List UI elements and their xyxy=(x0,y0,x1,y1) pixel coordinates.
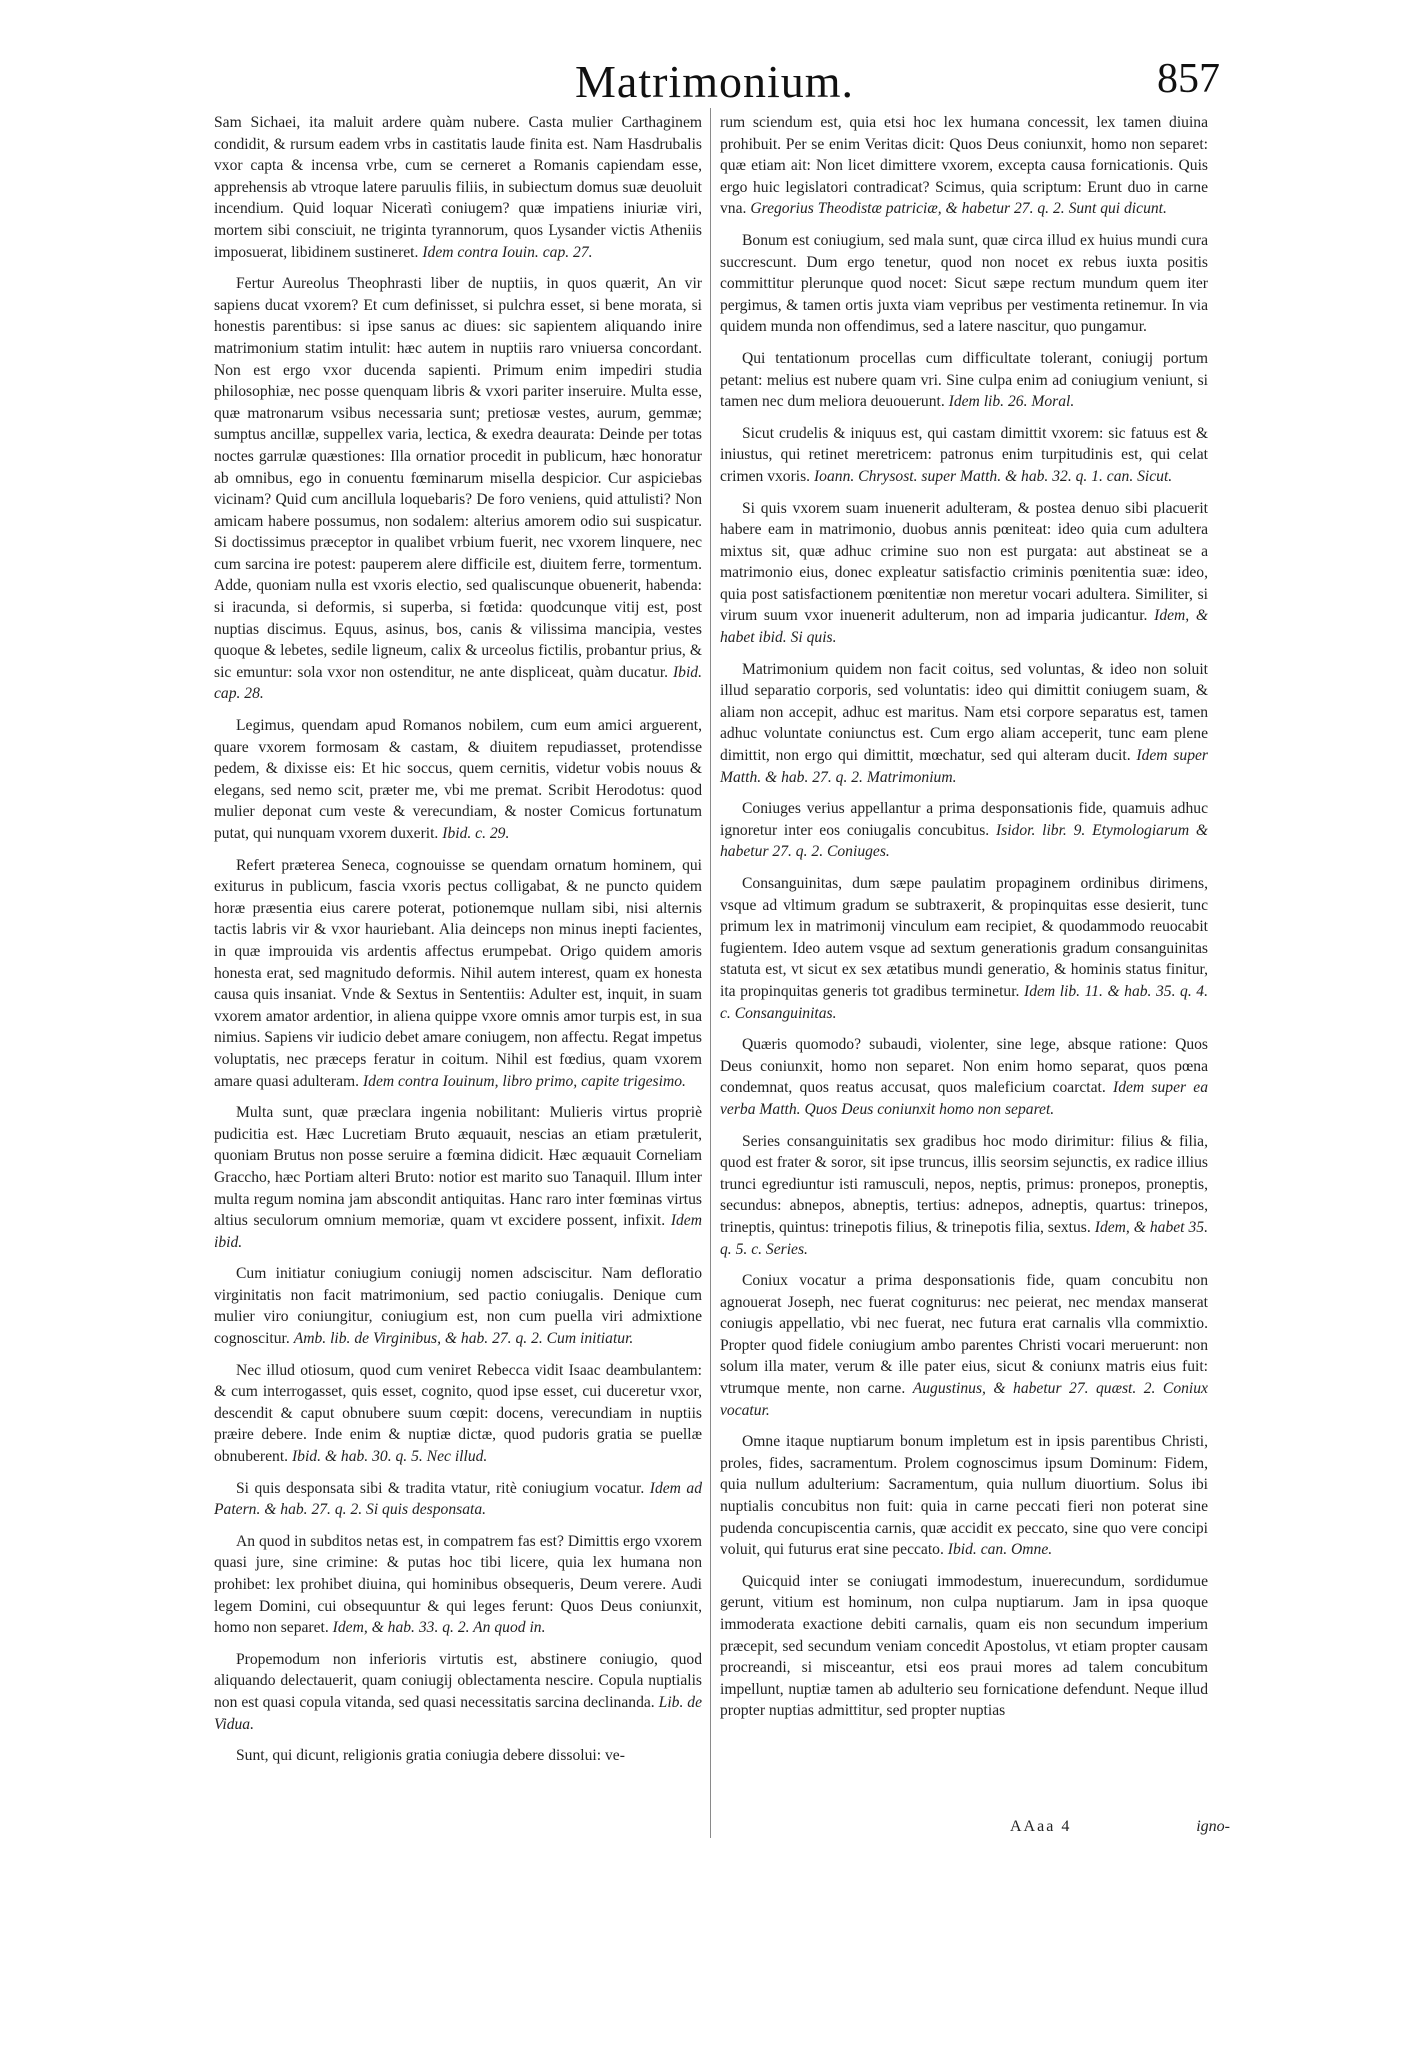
paragraph xyxy=(720,659,1208,789)
source-citation: Ibid. can. Omne. xyxy=(947,1541,1053,1559)
source-citation: Ibid. cap. 28. xyxy=(214,663,703,703)
paragraph-text: Consanguinitas, dum sæpe paulatim propaginem ordinibus dirimens, vsque ad vltimum gradum se subtraxerit, & propinquitas esse desierit, tunc primum lex in matrimonij vinculum eam recipiet, & quodammodo reuocabit fugientem. Ideo autem vsque ad sextum generationis gradum consanguinitas statuta est, vt sicut ex sex ætatibus mundi generatio, & hominis status finitur, ita propinquitas generis tot gradibus terminetur. xyxy=(720,875,1208,1000)
source-citation: Ioann. Chrysost. super Matth. & hab. 32. q. 1. can. Sicut. xyxy=(813,467,1173,485)
left-column xyxy=(214,112,702,1770)
paragraph-text: Coniuges verius appellantur a prima desponsationis fide, quamuis adhuc ignoretur inter eos coniugalis concubitus. xyxy=(720,800,1208,839)
paragraph-text: Matrimonium quidem non facit coitus, sed voluntas, & ideo non soluit illud separatio corporis, sed voluntatis: ideo qui dimittit coniugem suam, & aliam non accepit, adhuc est maritus. Nam etsi corpore separatus est, tamen adhuc voluntate coniunctus est. Cum ergo aliam acceperit, tunc eam plene dimittit, non ergo qui dimittit, mœchatur, sed qui alteram ducit. xyxy=(720,660,1208,765)
paragraph xyxy=(214,715,702,845)
source-citation: Ibid. & hab. 30. q. 5. Nec illud. xyxy=(291,1448,488,1466)
paragraph xyxy=(720,1131,1208,1261)
paragraph xyxy=(214,273,702,705)
running-title: Matrimonium. xyxy=(575,56,855,107)
paragraph xyxy=(214,1649,702,1735)
source-citation: Amb. lib. de Virginibus, & hab. 27. q. 2. Cum initiatur. xyxy=(293,1330,634,1348)
source-citation: Idem ibid. xyxy=(214,1212,702,1251)
paragraph xyxy=(214,1745,702,1767)
source-citation: Idem, & habet ibid. Si quis. xyxy=(720,607,1208,647)
paragraph-text: Sam Sichaei, ita maluit ardere quàm nubere. Casta mulier Carthaginem condidit, & rursum eadem vrbs in castitatis laude finita est. Nam Hasdrubalis vxor capta & incensa vrbe, cum se cerneret a Romanis capiendam esse, apprehensis ab vtroque latere paruulis filiis, in subiectum domus suæ deuoluit incendium. Quid loquar Niceratì coniugem? quæ impatiens iniuriæ viri, mortem sibi consciuit, ne triginta tyrannorum, quos Lysander victis Atheniis imposuerat, libidinem sustineret. xyxy=(214,114,702,261)
paragraph xyxy=(214,1531,702,1639)
paragraph xyxy=(214,1263,702,1349)
paragraph-text: Coniux vocatur a prima desponsationis fide, quam concubitu non agnouerat Joseph, nec fuerat cogniturus: nec peierat, nec mendax manserat coniugis appellatio, vbi nec fuerat, nec futura erat carnalis vlla commixtio. Propter quod fidele coniugium ambo parentes Christi vocari meruerunt: non solum illa mater, verum & ille pater eius, sicut & coniunx matris eius fuit: vtrumque mente, non carne. xyxy=(720,1272,1208,1398)
source-citation: Idem lib. 11. & hab. 35. q. 4. c. Consanguinitas. xyxy=(720,982,1208,1022)
paragraph-text: Qui tentationum procellas cum difficultate tolerant, coniugij portum petant: melius est nubere quam vri. Sine culpa enim ad coniugium veniunt, si tamen nec dum meliora deuouerunt. xyxy=(720,349,1208,411)
paragraph-text: An quod in subditos netas est, in compatrem fas est? Dimittis ergo vxorem quasi jure, sine crimine: & putas hoc tibi licere, quia lex humana non prohibet: lex prohibet diuina, qui hominibus obsequeris, Deum verere. Audi legem Domini, cui obsequuntur & qui leges ferunt: Quos Deus coniunxit, homo non separet. xyxy=(214,1532,702,1637)
paragraph xyxy=(720,230,1208,338)
column-divider xyxy=(710,108,711,1838)
paragraph xyxy=(214,1102,702,1253)
page-number: 857 xyxy=(1157,56,1220,102)
paragraph-text: Nec illud otiosum, quod cum veniret Rebecca vidit Isaac deambulantem: & cum interrogasset, quis esset, cognito, quod ipse esset, cui duceretur vxor, descendit & caput obnubere suum cœpit: docens, verecundiam in nuptiis præire debere. Inde enim & nuptiæ dictæ, quod pudoris gratia se puellæ obnuberent. xyxy=(214,1361,702,1466)
paragraph xyxy=(720,873,1208,1024)
paragraph xyxy=(720,1571,1208,1722)
paragraph xyxy=(720,112,1208,220)
source-citation: Idem lib. 26. Moral. xyxy=(948,393,1075,411)
paragraph xyxy=(720,1431,1208,1561)
paragraph-text: Quicquid inter se coniugati immodestum, inuerecundum, sordidumue gerunt, vitium est hominum, non culpa nuptiarum. Jam in ipsa quoque immoderata exactione debiti carnalis, quam eis non secundum imperium præcepit, sed secundum veniam concedit Apostolus, vt etiam propter causam procreandi, si misceantur, etsi eos praui mores ad talem concubitum impellunt, nuptiæ tamen ab adulterio seu fornicatione defendunt. Neque illud propter nuptias admittitur, sed propter nuptias xyxy=(720,1572,1208,1720)
paragraph xyxy=(720,423,1208,488)
page-header xyxy=(210,55,1220,115)
paragraph-text: Si quis vxorem suam inuenerit adulteram, & postea denuo sibi placuerit habere eam in matrimonio, duobus annis pœniteat: ideo quia cum adultera mixtus sit, quæ adhuc crimine suo non est purgata: aut abstineat se a matrimonio eius, donec expleatur satisfactio criminis pœnitentia suæ: ideo, quia post satisfactionem pœnitentiæ non meretur vocari adultera. Similiter, si virum suum vxor inuenerit adulterum, non ad imparia judicantur. xyxy=(720,499,1208,625)
paragraph-text: Propemodum non inferioris virtutis est, abstinere coniugio, quod aliquando delectauerit, quam coniugij oblectamenta nescire. Copula nuptialis non est quasi copula vitanda, sed quasi necessitatis sarcina declinanda. xyxy=(214,1650,702,1711)
paragraph xyxy=(720,1034,1208,1120)
paragraph xyxy=(214,112,702,263)
paragraph xyxy=(720,798,1208,863)
page-footer xyxy=(1010,1818,1230,1842)
paragraph-text: rum sciendum est, quia etsi hoc lex humana concessit, lex tamen diuina prohibuit. Per se enim Veritas dicit: Quos Deus coniunxit, homo non separet: quæ etiam ait: Non licet dimittere vxorem, excepta causa fornicationis. Quis ergo huic legislatori contradicat? Scimus, quia scriptum: Erunt duo in carne vna. xyxy=(720,114,1208,218)
paragraph-text: Legimus, quendam apud Romanos nobilem, cum eum amici arguerent, quare vxorem formosam & castam, & diuitem repudiasset, protendisse pedem, & dixisse eis: Et hic soccus, quem cernitis, videtur vobis nouus & elegans, sed nemo scit, præter me, vbi me premat. Scribit Herodotus: quod mulier deponat cum veste & verecundiam, & noster Comicus fortunatum putat, qui nunquam vxorem duxerit. xyxy=(214,717,702,842)
source-citation: Idem contra Iouin. cap. 27. xyxy=(422,243,593,261)
paragraph-text: Quæris quomodo? subaudi, violenter, sine lege, absque ratione: Quos Deus coniunxit, homo non separet. Non enim homo separat, quos pœna condemnat, quos reatus accusat, quos maleficium coarctat. xyxy=(720,1036,1208,1097)
paragraph xyxy=(214,1478,702,1521)
paragraph xyxy=(720,348,1208,413)
paragraph xyxy=(720,498,1208,649)
paragraph-text: Refert præterea Seneca, cognouisse se quendam ornatum hominem, qui exiturus in publicum, fascia vxoris pectus colligabat, & ne puncto quidem horæ præsentia eius carere poterat, potionemque nullam sibi, nisi alternis tactis labris vir & vxor hauriebant. Alia deinceps non minus inepti facientes, in quæ improuida vis ardentis affectus erumpebat. Origo quidem amoris honesta erat, sed magnitudo deformis. Nihil autem interest, quam ex honesta causa quis insaniat. Vnde & Sextus in Sententiis: Adulter est, inquit, in suam vxorem amator ardentior, in aliena quippe vxore omnis amor turpis est, in sua nimius. Sapiens vir iudicio debet amare coniugem, non affectu. Regat impetus voluptatis, nec præceps feratur in coitum. Nihil est fœdius, quam vxorem amare quasi adulteram. xyxy=(214,856,702,1090)
right-column xyxy=(720,112,1208,1725)
paragraph-text: Multa sunt, quæ præclara ingenia nobilitant: Mulieris virtus propriè pudicitia est. Hæc Lucretiam Bruto æquauit, nescias an etiam prætulerit, quoniam Brutus non posse seruire a fœmina didicit. Hæc æquauit Corneliam Graccho, hæc Portiam alteri Bruto: notior est marito suo Tanaquil. Illum inter multa regum nomina jam abscondit antiquitas. Hanc raro inter fœminas virtus altius seculorum omnium memoriæ, quam vt excidere possent, infixit. xyxy=(214,1104,702,1230)
source-citation: Idem super ea verba Matth. Quos Deus coniunxit homo non separet. xyxy=(720,1079,1208,1118)
source-citation: Lib. de Vidua. xyxy=(214,1693,702,1733)
signature-mark: AAaa 4 xyxy=(1010,1818,1072,1835)
paragraph xyxy=(214,1360,702,1468)
paragraph-text: Omne itaque nuptiarum bonum impletum est in ipsis parentibus Christi, proles, fides, sacramentum. Prolem cognoscimus ipsum Dominum: Fidem, quia nullum adulterium: Sacramentum, quia nullum diuortium. Solus ibi nuptialis concubitus non fuit: quia in carne peccati fieri non poterat sine pudenda concupiscentia carnis, quæ accidit ex peccato, sine quo vere concipi voluit, qui futurus erat sine peccato. xyxy=(720,1433,1208,1559)
paragraph-text: Sunt, qui dicunt, religionis gratia coniugia debere dissolui: ve- xyxy=(236,1747,625,1765)
source-citation: Idem super Matth. & hab. 27. q. 2. Matrimonium. xyxy=(720,747,1208,786)
paragraph-text: Series consanguinitatis sex gradibus hoc modo dirimitur: filius & filia, quod est frater & soror, sit ipse truncus, illis seorsim sejunctis, ex radice illius trunci egrediuntur isti ramusculi, nepos, neptis, primus: pronepos, proneptis, secundus: abnepos, abneptis, tertius: adnepos, adneptis, quartus: trinepos, trineptis, quintus: trinepotis filius, & trinepotis filia, sextus. xyxy=(720,1132,1208,1236)
source-citation: Gregorius Theodistæ patriciæ, & habetur 27. q. 2. Sunt qui dicunt. xyxy=(750,200,1167,218)
source-citation: Idem, & hab. 33. q. 2. An quod in. xyxy=(332,1619,546,1637)
paragraph-text: Fertur Aureolus Theophrasti liber de nuptiis, in quos quærit, An vir sapiens ducat vxorem? Et cum definisset, si pulchra esset, si bene morata, si honestis parentibus: si ipse sanus ac diues: sic sapientem aliquando inire matrimonium statim intulit: hæc autem in nuptiis raro vniuersa concordant. Non est ergo vxor ducenda sapienti. Primum enim impediri studia philosophiæ, nec posse quenquam libris & vxori pariter inseruire. Multa esse, quæ matronarum vsibus necessaria sunt; pretiosæ vestes, aurum, gemmæ; sumptus ancillæ, suppellex varia, lectica, & exedra deaurata: Deinde per totas noctes garrulæ quæstiones: Illa ornatior procedit in publicum, hæc honoratur ab omnibus, ego in conuentu fœminarum misella despicior. Cur aspiciebas vicinam? Quid cum ancillula loquebaris? De foro veniens, quid attulisti? Non amicam habere possumus, non sodalem: alterius amorem odio sui suspicatur. Si doctissimus præceptor in qualibet vrbium fuerit, nec vxorem linquere, nec cum sarcina ire potest: pauperem alere difficile est, diuitem ferre, tormentum. Adde, quoniam nulla est vxoris electio, sed qualiscunque obuenerit, habenda: si iracunda, si deformis, si superba, si fœtida: quodcunque vitij est, post nuptias discimus. Equus, asinus, bos, canis & vilissima mancipia, vestes quoque & lebetes, sedile ligneum, calix & urceolus fictilis, probantur prius, & sic emuntur: sola vxor non ostenditur, ne ante displiceat, quàm ducatur. xyxy=(214,275,702,681)
source-citation: Idem ad Patern. & hab. 27. q. 2. Si quis desponsata. xyxy=(214,1479,703,1519)
source-citation: Augustinus, & habetur 27. quæst. 2. Coniux vocatur. xyxy=(720,1380,1208,1419)
paragraph-text: Si quis desponsata sibi & tradita vtatur, ritè coniugium vocatur. xyxy=(236,1479,645,1497)
catchword: igno- xyxy=(1196,1818,1230,1835)
paragraph-text: Sicut crudelis & iniquus est, qui castam dimittit vxorem: sic fatuus est & iniustus, qui retinet meretricem: patronus enim turpitudinis est, qui celat crimen vxoris. xyxy=(720,424,1208,485)
source-citation: Idem, & habet 35. q. 5. c. Series. xyxy=(720,1218,1208,1258)
paragraph xyxy=(214,855,702,1093)
source-citation: Idem contra Iouinum, libro primo, capite trigesimo. xyxy=(362,1072,686,1090)
paragraph-text: Bonum est coniugium, sed mala sunt, quæ circa illud ex huius mundi cura succrescunt. Dum ergo tenetur, quod non nocet ex rebus iuxta positis committitur plerunque quod nocet: Sicut sæpe rectum mundum quem iter pergimus, & tamen ortis juxta viam vepribus per vestimenta retinemur. In via quidem munda non offendimus, sed a latere nascitur, quo pungamur. xyxy=(720,231,1208,336)
source-citation: Isidor. libr. 9. Etymologiarum & habetur 27. q. 2. Coniuges. xyxy=(720,821,1208,861)
paragraph-text: Cum initiatur coniugium coniugij nomen adsciscitur. Nam defloratio virginitatis non facit matrimonium, sed pactio coniugalis. Denique cum mulier viro coniungitur, coniugium est, non cum puella viri admixtione cognoscitur. xyxy=(214,1265,702,1348)
paragraph xyxy=(720,1270,1208,1421)
source-citation: Ibid. c. 29. xyxy=(442,825,510,842)
